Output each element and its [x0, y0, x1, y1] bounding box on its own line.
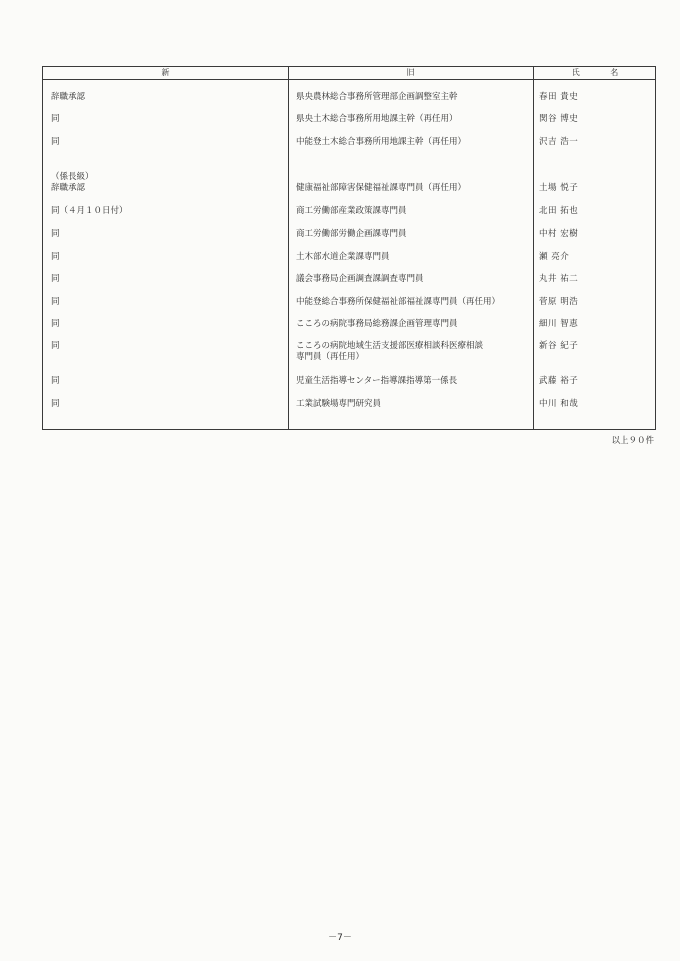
row-name: 土場 悦子: [539, 183, 579, 193]
row-old-continued: 専門員（再任用）: [296, 352, 365, 362]
row-old: こころの病院事務局総務課企画管理専門員: [296, 319, 458, 329]
header-old: 旧: [406, 68, 415, 77]
row-old: 児童生活指導センター指導課指導第一係長: [296, 376, 458, 386]
row-new: 同: [51, 297, 60, 307]
row-old: 中能登総合事務所保健福祉部福祉課専門員（再任用）: [296, 297, 501, 307]
personnel-table: [42, 66, 656, 430]
row-new: 同: [51, 137, 60, 147]
row-new: 同: [51, 114, 60, 124]
row-name: 中川 和哉: [539, 399, 579, 409]
row-old: 中能登土木総合事務所用地課主幹（再任用）: [296, 137, 467, 147]
row-old: 県央土木総合事務所用地課主幹（再任用）: [296, 114, 458, 124]
row-new: 同: [51, 274, 60, 284]
row-old: 土木部水道企業課専門員: [296, 252, 390, 262]
header-name: 氏 名: [571, 68, 633, 77]
row-name: 武藤 裕子: [539, 376, 579, 386]
column-divider: [533, 67, 534, 429]
row-old: こころの病院地域生活支援部医療相談科医療相談: [296, 341, 484, 351]
header-new: 新: [161, 68, 170, 77]
row-new: 同: [51, 376, 60, 386]
row-new: 同: [51, 399, 60, 409]
row-name: 新谷 紀子: [539, 341, 579, 351]
row-new: 同: [51, 341, 60, 351]
row-name: 関谷 博史: [539, 114, 579, 124]
row-new: 同: [51, 252, 60, 262]
row-new: 同: [51, 319, 60, 329]
row-name: 瀬 亮介: [539, 252, 570, 262]
header-divider: [43, 79, 655, 80]
row-old: 商工労働部産業政策課専門員: [296, 206, 407, 216]
total-count: 以上９０件: [611, 436, 654, 446]
page-number: －7－: [328, 933, 352, 943]
row-new: 辞職承認: [51, 183, 86, 193]
row-name: 菅原 明浩: [539, 297, 579, 307]
row-name: 細川 智恵: [539, 319, 579, 329]
row-name: 春田 貴史: [539, 92, 579, 102]
row-new-grade: （係長級）: [51, 172, 94, 182]
row-name: 北田 拓也: [539, 206, 579, 216]
row-new: 同: [51, 229, 60, 239]
row-name: 中村 宏樹: [539, 229, 579, 239]
row-new: 辞職承認: [51, 92, 86, 102]
row-new: 同（４月１０日付）: [51, 206, 128, 216]
row-old: 議会事務局企画調査課調査専門員: [296, 274, 424, 284]
row-old: 県央農林総合事務所管理部企画調整室主幹: [296, 92, 458, 102]
column-divider: [288, 67, 289, 429]
row-old: 健康福祉部障害保健福祉課専門員（再任用）: [296, 183, 467, 193]
row-name: 沢吉 浩一: [539, 137, 579, 147]
row-name: 丸井 祐二: [539, 274, 579, 284]
row-old: 商工労働部労働企画課専門員: [296, 229, 407, 239]
row-old: 工業試験場専門研究員: [296, 399, 382, 409]
